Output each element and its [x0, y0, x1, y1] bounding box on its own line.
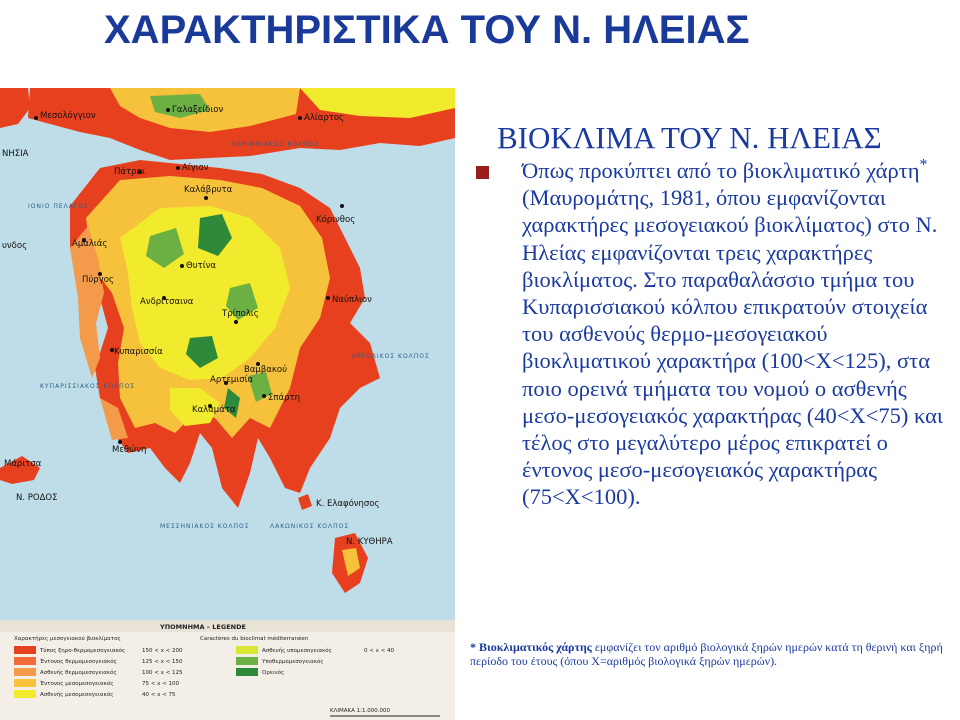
- svg-text:Ν. ΚΥΘΗΡΑ: Ν. ΚΥΘΗΡΑ: [346, 537, 393, 547]
- slide-title: ΧΑΡΑΚΤΗΡΙΣΤΙΚΑ ΤΟΥ Ν. ΗΛΕΙΑΣ: [104, 8, 750, 52]
- legend-range: 125 < x < 150: [142, 659, 183, 665]
- section-heading: ΒΙΟΚΛΙΜΑ ΤΟΥ Ν. ΗΛΕΙΑΣ: [497, 120, 882, 155]
- legend-swatch: [14, 657, 36, 665]
- para-strong-1: ασθενούς θερμο-μεσογειακού βιοκλιματικού χαρακτήρα: [522, 321, 828, 374]
- svg-text:Ανδρίτσαινα: Ανδρίτσαινα: [140, 297, 194, 307]
- svg-text:Μάριτσα: Μάριτσα: [4, 459, 42, 469]
- legend-swatch: [236, 646, 258, 654]
- legend-range: 40 < x < 75: [142, 692, 176, 698]
- legend-label: Ασθενής θερμομεσογειακός: [40, 670, 117, 676]
- legend-title: ΥΠΟΜΝΗΜΑ – LEGENDE: [160, 623, 246, 631]
- legend-swatch: [14, 690, 36, 698]
- para-part-3: (100<Χ<125), στα ποιο ορεινά τμήματα του νομού: [522, 348, 930, 401]
- body-paragraph: [522, 157, 950, 511]
- svg-text:ΚΥΠΑΡΙΣΣΙΑΚΟΣ ΚΟΛΠΟΣ: ΚΥΠΑΡΙΣΣΙΑΚΟΣ ΚΟΛΠΟΣ: [40, 383, 136, 390]
- svg-text:ΚΟΡΙΝΘΙΑΚΟΣ ΚΟΛΠΟΣ: ΚΟΡΙΝΘΙΑΚΟΣ ΚΟΛΠΟΣ: [232, 141, 320, 148]
- svg-text:Αρτεμισία: Αρτεμισία: [210, 375, 254, 385]
- svg-text:Αλίαρτος: Αλίαρτος: [304, 113, 345, 123]
- footnote-text: εμφανίζει τον αριθμό βιολογικά ξηρών ημερών κατά τη θερινή και ξηρή περίοδο του έτους (όπου Χ=αριθμός βιολογικά ξηρών ημερών).: [470, 640, 943, 668]
- legend-swatch: [14, 679, 36, 687]
- legend-range: 100 < x < 125: [142, 670, 183, 676]
- svg-text:Ν. ΡΟΔΟΣ: Ν. ΡΟΔΟΣ: [16, 493, 58, 503]
- para-part-5: (75<Χ<100).: [522, 484, 641, 510]
- svg-text:ΛΑΚΩΝΙΚΟΣ ΚΟΛΠΟΣ: ΛΑΚΩΝΙΚΟΣ ΚΟΛΠΟΣ: [270, 523, 350, 530]
- svg-text:ΝΗΣΙΑ: ΝΗΣΙΑ: [2, 149, 29, 159]
- svg-text:Χαρακτήρες μεσογειακού βιοκλίμ: Χαρακτήρες μεσογειακού βιοκλίματος: [14, 636, 121, 642]
- svg-text:Αμαλιάς: Αμαλιάς: [72, 239, 108, 249]
- map-legend: [0, 620, 455, 720]
- svg-text:Θυτίνα: Θυτίνα: [186, 261, 216, 271]
- legend-label: Ασθενής υπομεσογειακός: [262, 648, 332, 654]
- svg-text:Caractères du bioclimat médite: Caractères du bioclimat méditerranéen: [200, 636, 309, 642]
- para-star: *: [919, 156, 928, 174]
- svg-text:Ναύπλιον: Ναύπλιον: [332, 295, 372, 305]
- svg-text:Τρίπολις: Τρίπολις: [222, 309, 259, 319]
- svg-text:Κόρινθος: Κόρινθος: [316, 215, 356, 225]
- footnote: [470, 640, 952, 668]
- para-part-1: Όπως προκύπτει από το βιοκλιματικό χάρτη: [522, 158, 920, 183]
- svg-text:Μεθώνη: Μεθώνη: [112, 445, 147, 455]
- svg-text:Σπάρτη: Σπάρτη: [268, 393, 300, 403]
- town-dot: [34, 116, 38, 120]
- legend-range: 150 < x < 200: [142, 648, 183, 654]
- legend-swatch: [236, 668, 258, 676]
- svg-text:ΑΡΓΟΛΙΚΟΣ ΚΟΛΠΟΣ: ΑΡΓΟΛΙΚΟΣ ΚΟΛΠΟΣ: [352, 353, 430, 360]
- legend-label: Ασθενής μεσομεσογειακός: [40, 692, 114, 698]
- svg-text:ΙΟΝΙΟ ΠΕΛΑΓΟΣ: ΙΟΝΙΟ ΠΕΛΑΓΟΣ: [28, 203, 89, 210]
- legend-label: Τύπος ξηρο-θερμομεσογειακός: [40, 648, 126, 654]
- svg-text:ΜΕΣΣΗΝΙΑΚΟΣ ΚΟΛΠΟΣ: ΜΕΣΣΗΝΙΑΚΟΣ ΚΟΛΠΟΣ: [160, 523, 250, 530]
- place-label: Μεσολόγγιον: [40, 111, 96, 121]
- svg-text:Αίγιον: Αίγιον: [182, 163, 209, 173]
- svg-text:Πάτραι: Πάτραι: [114, 167, 145, 177]
- legend-range: 0 < x < 40: [364, 648, 394, 654]
- island-left: [0, 88, 30, 128]
- para-strong-2: ο ασθενής μεσο-μεσογειακός χαρακτήρας: [522, 375, 907, 428]
- bullet-marker: [476, 166, 489, 179]
- legend-label: Έντονος θερμομεσογειακός: [40, 659, 117, 665]
- svg-text:Κυπαρισσία: Κυπαρισσία: [114, 347, 163, 357]
- svg-text:Καλαμάτα: Καλαμάτα: [192, 405, 236, 415]
- footnote-label: * Βιοκλιματικός χάρτης: [470, 640, 592, 654]
- legend-range: 75 < x < 100: [142, 681, 179, 687]
- para-part-4: (40<Χ<75) και τέλος στο μεγαλύτερο μέρος επικρατεί: [522, 402, 943, 456]
- legend-label: Ορεινός: [262, 670, 285, 676]
- legend-label: Υποθερμομεσογειακός: [262, 659, 324, 665]
- legend-swatch: [236, 657, 258, 665]
- svg-text:Βαμβακού: Βαμβακού: [244, 365, 287, 375]
- para-strong-3: ο έντονος μεσο-μεσογειακός χαρακτήρας: [522, 430, 888, 483]
- legend-label: Έντονος μεσομεσογειακός: [40, 681, 114, 687]
- svg-text:Κ. Ελαφόνησος: Κ. Ελαφόνησος: [316, 499, 380, 509]
- legend-scale: ΚΛΙΜΑΚΑ 1:1.000.000: [330, 708, 390, 714]
- svg-text:Πύργος: Πύργος: [82, 275, 114, 285]
- svg-text:Καλάβρυτα: Καλάβρυτα: [184, 185, 233, 195]
- svg-text:Γαλαξείδιον: Γαλαξείδιον: [172, 105, 224, 115]
- para-part-2: (Μαυρομάτης, 1981, όπου εμφανίζονται χαρακτήρες μεσογειακού βιοκλίματος) στο Ν. Ηλείας εμφανίζονται τρεις χαρακτήρες βιοκλίματος. Στο παραθαλάσσιο τμήμα του Κυπαρισσιακού κόλπου επικρατούν στοιχεία του: [522, 185, 938, 347]
- legend-swatch: [14, 646, 36, 654]
- svg-text:υνδος: υνδος: [2, 241, 28, 251]
- bioclimatic-map: [0, 88, 455, 620]
- legend-swatch: [14, 668, 36, 676]
